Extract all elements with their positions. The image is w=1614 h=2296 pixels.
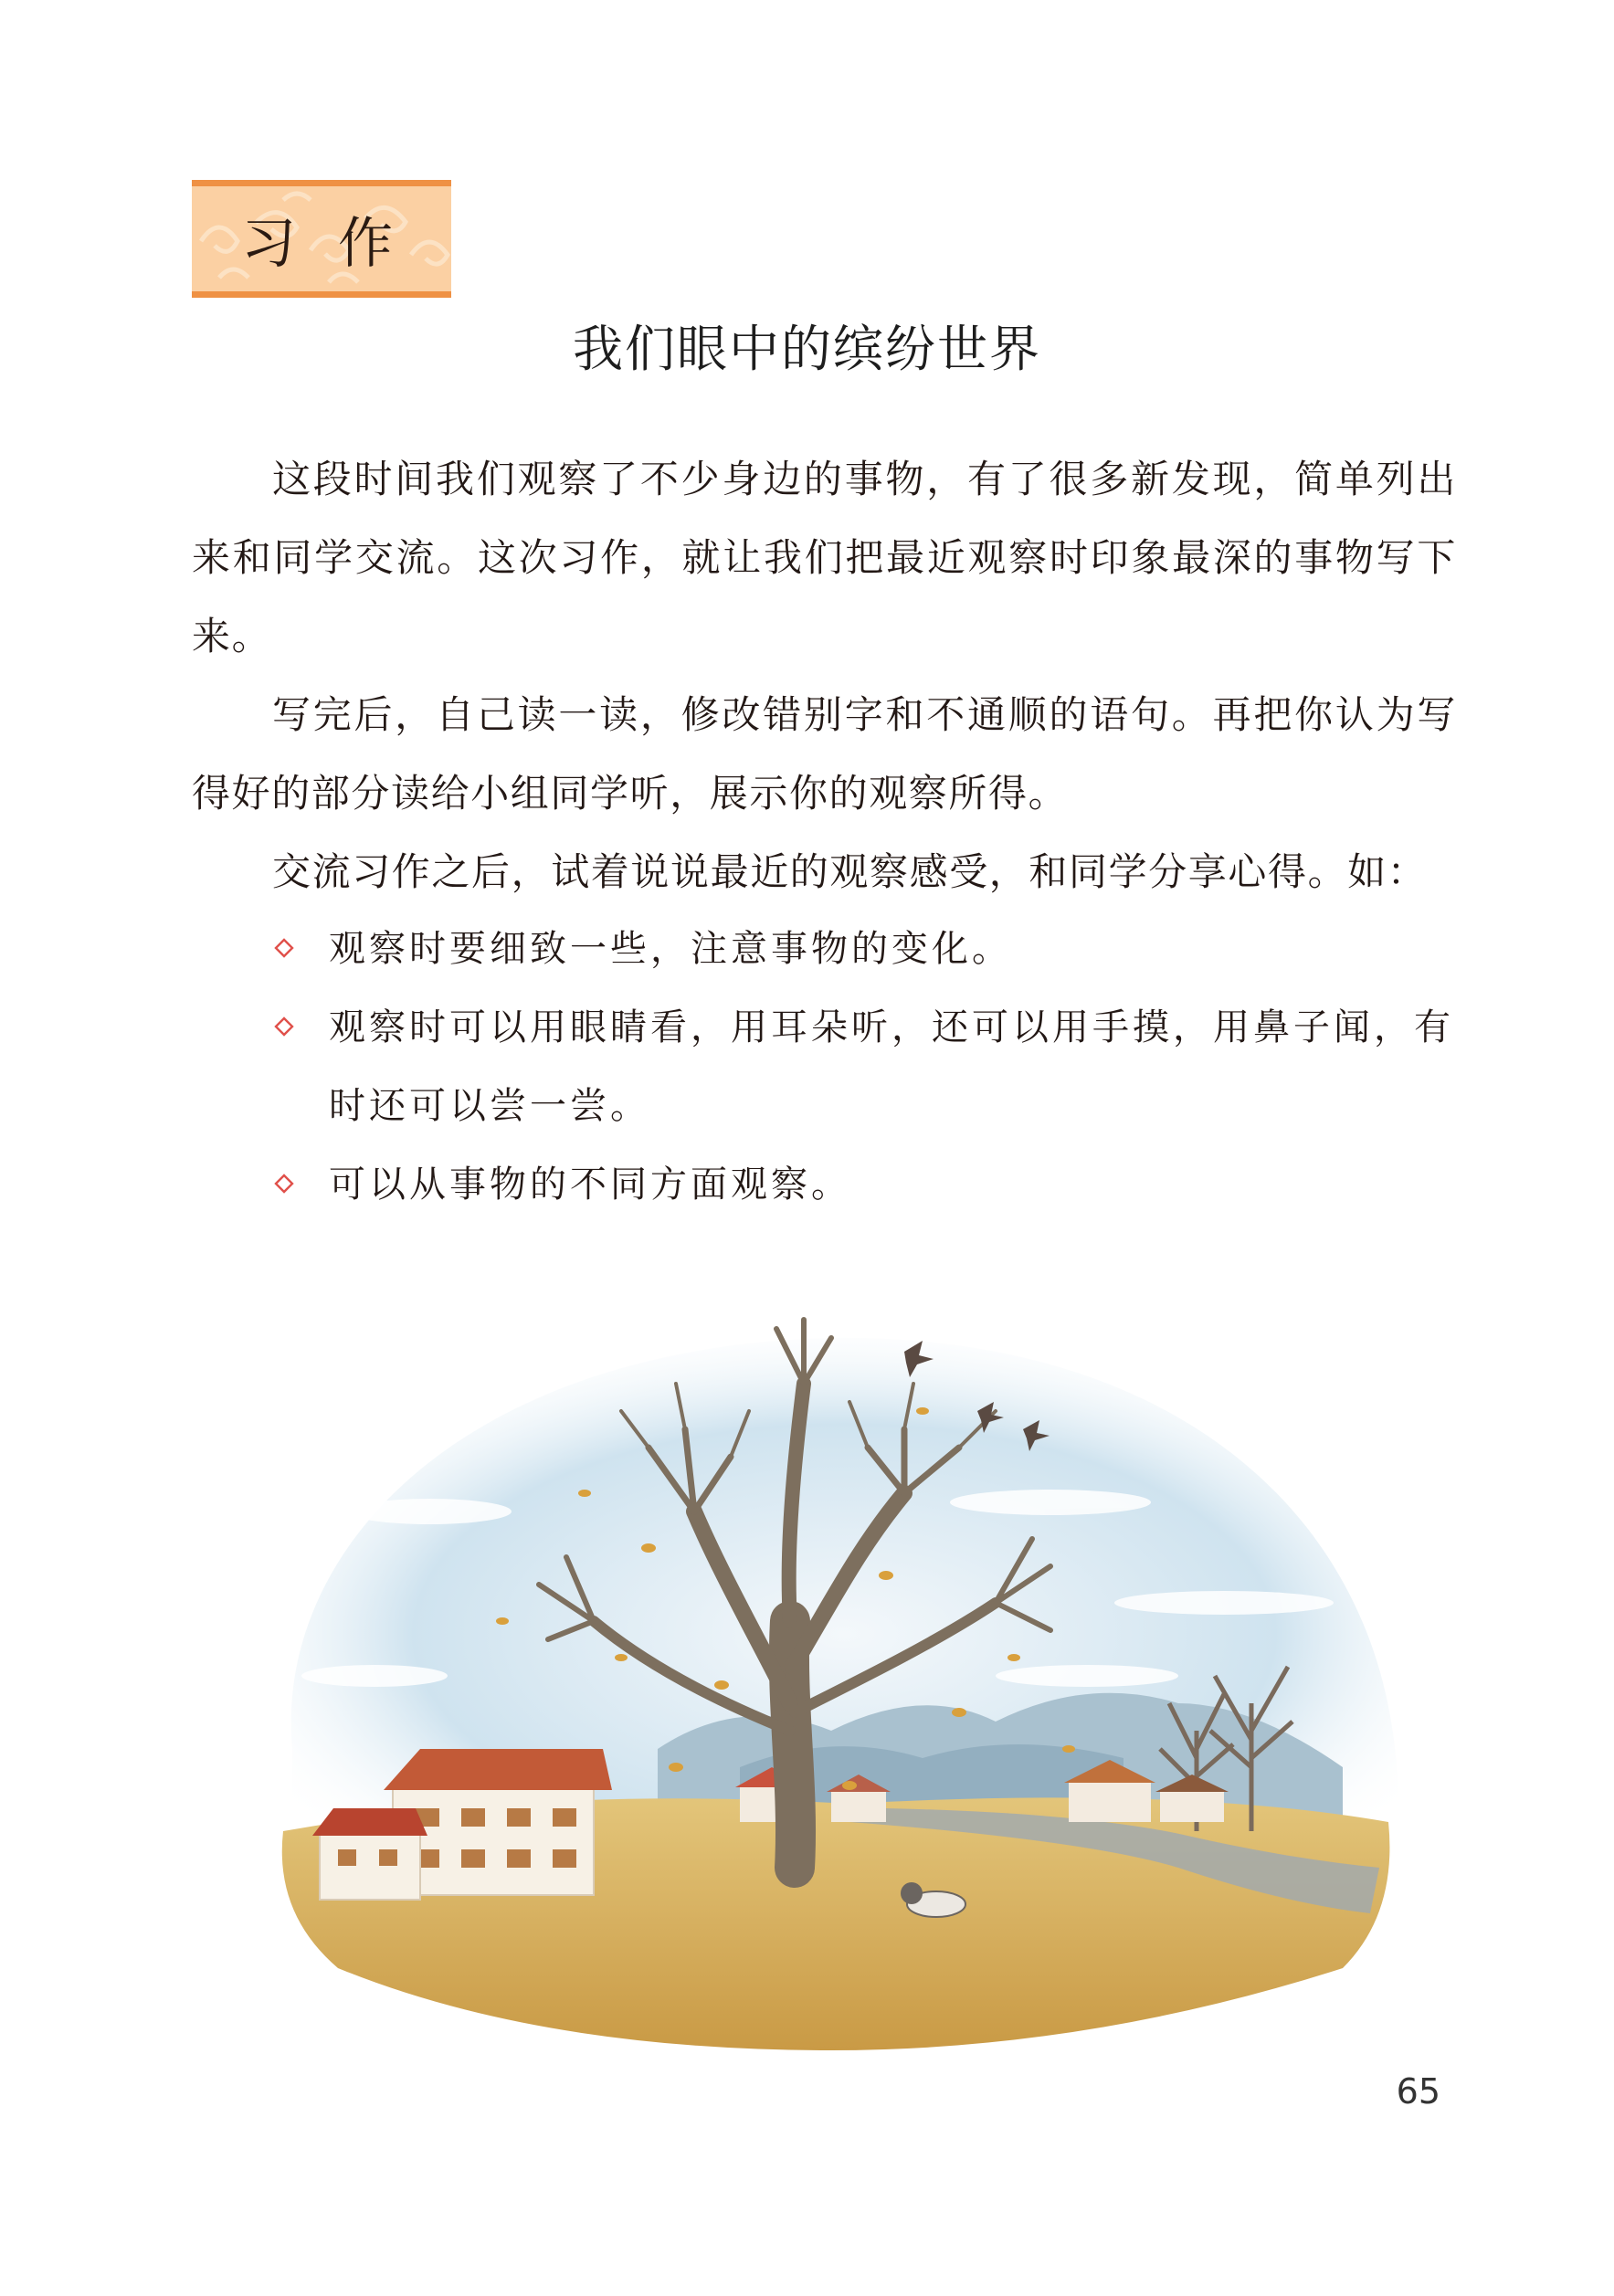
list-item — [274, 910, 1461, 988]
diamond-bullet-icon — [274, 938, 294, 958]
body-text — [192, 440, 1457, 911]
tip-text: 可以从事物的不同方面观察。 — [329, 1164, 851, 1206]
paragraph: 写完后，自己读一读，修改错别字和不通顺的语句。再把你认为写得好的部分读给小组同学听，展示你的观察所得。 — [192, 692, 1457, 816]
autumn-tree-illustration — [265, 1274, 1416, 2059]
tip-text: 观察时可以用眼睛看，用耳朵听，还可以用手摸，用鼻子闻，有时还可以尝一尝。 — [329, 1006, 1454, 1127]
list-item — [274, 988, 1461, 1145]
diamond-bullet-icon — [274, 1016, 294, 1037]
tips-list — [274, 910, 1461, 1224]
section-tag — [192, 180, 451, 298]
list-item — [274, 1145, 1461, 1224]
paragraph: 交流习作之后，试着说说最近的观察感受，和同学分享心得。如： — [272, 849, 1428, 894]
page-title: 我们眼中的缤纷世界 — [572, 320, 1041, 378]
tip-text: 观察时要细致一些，注意事物的变化。 — [329, 928, 1012, 970]
page-number: 65 — [1396, 2071, 1440, 2112]
paragraph: 这段时间我们观察了不少身边的事物，有了很多新发现，简单列出来和同学交流。这次习作，就让我们把最近观察时印象最深的事物写下来。 — [192, 457, 1457, 658]
section-tag-label: 习作 — [241, 211, 435, 276]
diamond-bullet-icon — [274, 1174, 294, 1194]
